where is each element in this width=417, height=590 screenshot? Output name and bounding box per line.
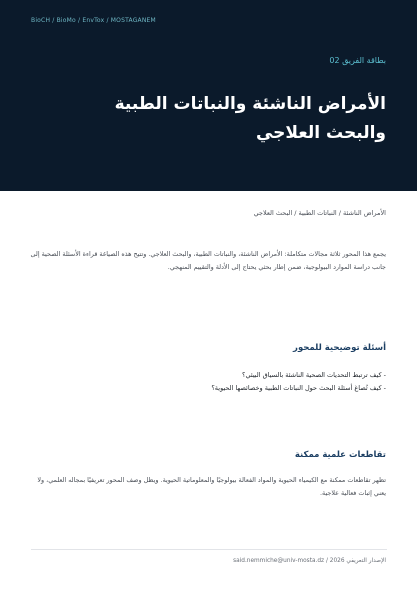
questions-heading: أسئلة توضيحية للمحور	[293, 343, 386, 353]
card-tag: بطاقة الفريق 02	[329, 56, 386, 65]
intersections-paragraph: تظهر تقاطعات ممكنة مع الكيمياء الحيوية والمواد الفعالة بيولوجيًا والمعلوماتية الحيوية. ويظل وصف المحور تعريفيًا بمجاله العلمي، ولا يعني إثبات فعالية علاجية.	[37, 476, 386, 497]
page-title: الأمراض الناشئة والنباتات الطبية والبحث العلاجي	[114, 94, 386, 143]
intro-paragraph: يجمع هذا المحور ثلاثة مجالات متكاملة: الأمراض الناشئة، والنباتات الطبية، والبحث العلاجي. وتتيح هذه الصياغة قراءة الأسئلة الصحية إلى جانب دراسة الموارد البيولوجية، ضمن إطار بحثي يحتاج إلى الأدلة والتقييم المنهجي.	[30, 250, 386, 271]
questions-list	[30, 369, 386, 395]
footer-text: الإصدار التعريفي 2026 / said.nemmiche@univ-mosta.dz	[233, 558, 386, 564]
lab-breadcrumb: BioCH / BioMo / EnvTox / MOSTAGANEM	[31, 17, 156, 24]
footer-divider	[31, 549, 387, 550]
list-item: - كيف تُصاغ أسئلة البحث حول النباتات الطبية وخصائصها الحيوية؟	[211, 384, 386, 392]
topic-breadcrumb: الأمراض الناشئة / النباتات الطبية / البحث العلاجي	[253, 209, 386, 217]
hero-header	[0, 0, 417, 191]
list-item: - كيف ترتبط التحديات الصحية الناشئة بالسياق البيئي؟	[242, 371, 386, 379]
intersections-heading: تقاطعات علمية ممكنة	[294, 450, 386, 460]
